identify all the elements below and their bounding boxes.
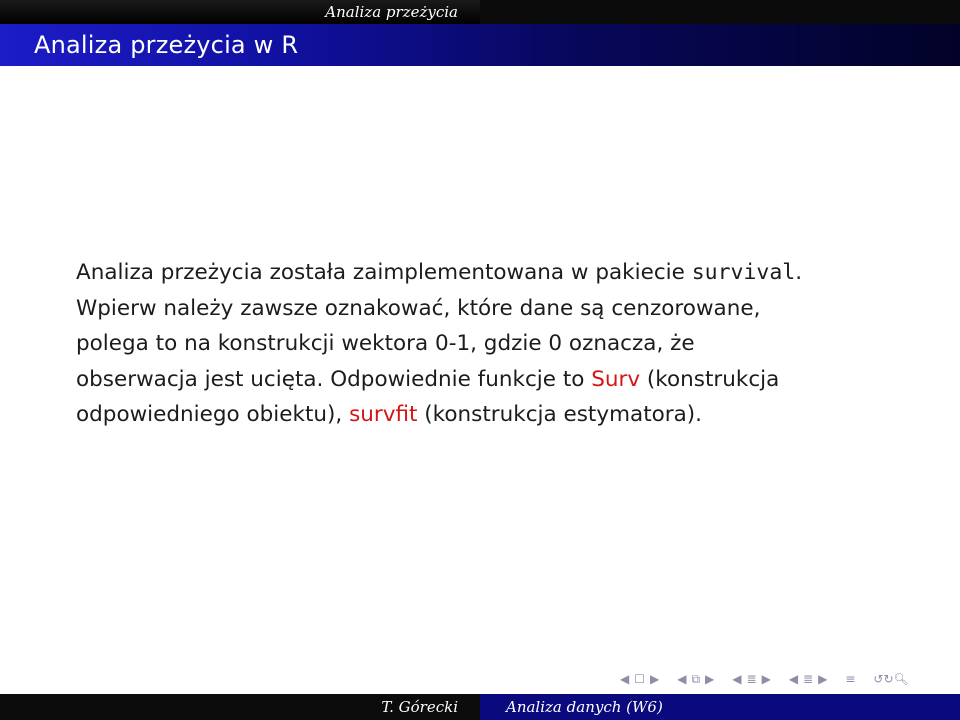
line4-end: (konstrukcja xyxy=(640,366,780,392)
frame-title: Analiza przeżycia w R xyxy=(34,31,299,59)
line5-end: (konstrukcja estymatora). xyxy=(417,402,703,427)
content-line-2: Wpierw należy zawsze oznakować, które dane są cenzorowane, xyxy=(76,295,761,321)
header-bar xyxy=(0,0,960,24)
line1-end: . xyxy=(795,260,803,285)
line5-text: odpowiedniego obiektu), xyxy=(76,402,350,427)
content-line-5 xyxy=(76,397,896,433)
footer-left xyxy=(0,694,480,720)
subsubsection-prev-icon[interactable]: ◀ xyxy=(788,672,799,686)
section-next-icon[interactable]: ▶ xyxy=(761,672,771,686)
header-right xyxy=(480,0,960,24)
surv-link[interactable]: Surv xyxy=(591,366,641,392)
navigation-symbols xyxy=(620,669,909,689)
line1-text: Analiza przeżycia została zaimplementowana w pakiecie xyxy=(76,260,692,285)
footer-bar xyxy=(0,694,960,720)
toc-icon[interactable]: ≡ xyxy=(845,672,856,686)
subsubsection-icon[interactable]: ≣ xyxy=(803,672,814,686)
slide-content xyxy=(76,255,896,433)
section-prev-icon[interactable]: ◀ xyxy=(732,672,742,686)
frame-prev-icon[interactable]: ◀ xyxy=(620,672,630,686)
frame-icon[interactable]: ☐ xyxy=(634,672,645,686)
content-line-1 xyxy=(76,255,896,291)
section-icon[interactable]: ≣ xyxy=(746,672,757,686)
subsection-icon[interactable]: ⧉ xyxy=(691,672,701,686)
section-name[interactable]: Analiza przeżycia xyxy=(325,3,458,21)
content-line-3: polega to na konstrukcji wektora 0-1, gdzie 0 oznacza, że xyxy=(76,331,695,356)
line4-text: obserwacja jest ucięta. Odpowiednie funkcje to xyxy=(76,366,592,392)
package-name: survival xyxy=(691,260,796,285)
footer-author: T. Górecki xyxy=(381,698,458,716)
survfit-link[interactable]: survfit xyxy=(349,402,418,427)
header-left xyxy=(0,0,480,24)
subsection-next-icon[interactable]: ▶ xyxy=(705,672,715,686)
footer-title: Analiza danych (W6) xyxy=(506,698,663,716)
footer-right xyxy=(480,694,960,720)
subsection-prev-icon[interactable]: ◀ xyxy=(677,672,687,686)
frame-next-icon[interactable]: ▶ xyxy=(650,672,660,686)
frame-title-bar xyxy=(0,24,960,66)
content-line-4 xyxy=(76,362,896,398)
subsubsection-next-icon[interactable]: ▶ xyxy=(818,672,828,686)
undo-redo-search-icon[interactable]: ↺↻🔍︎ xyxy=(873,672,909,686)
